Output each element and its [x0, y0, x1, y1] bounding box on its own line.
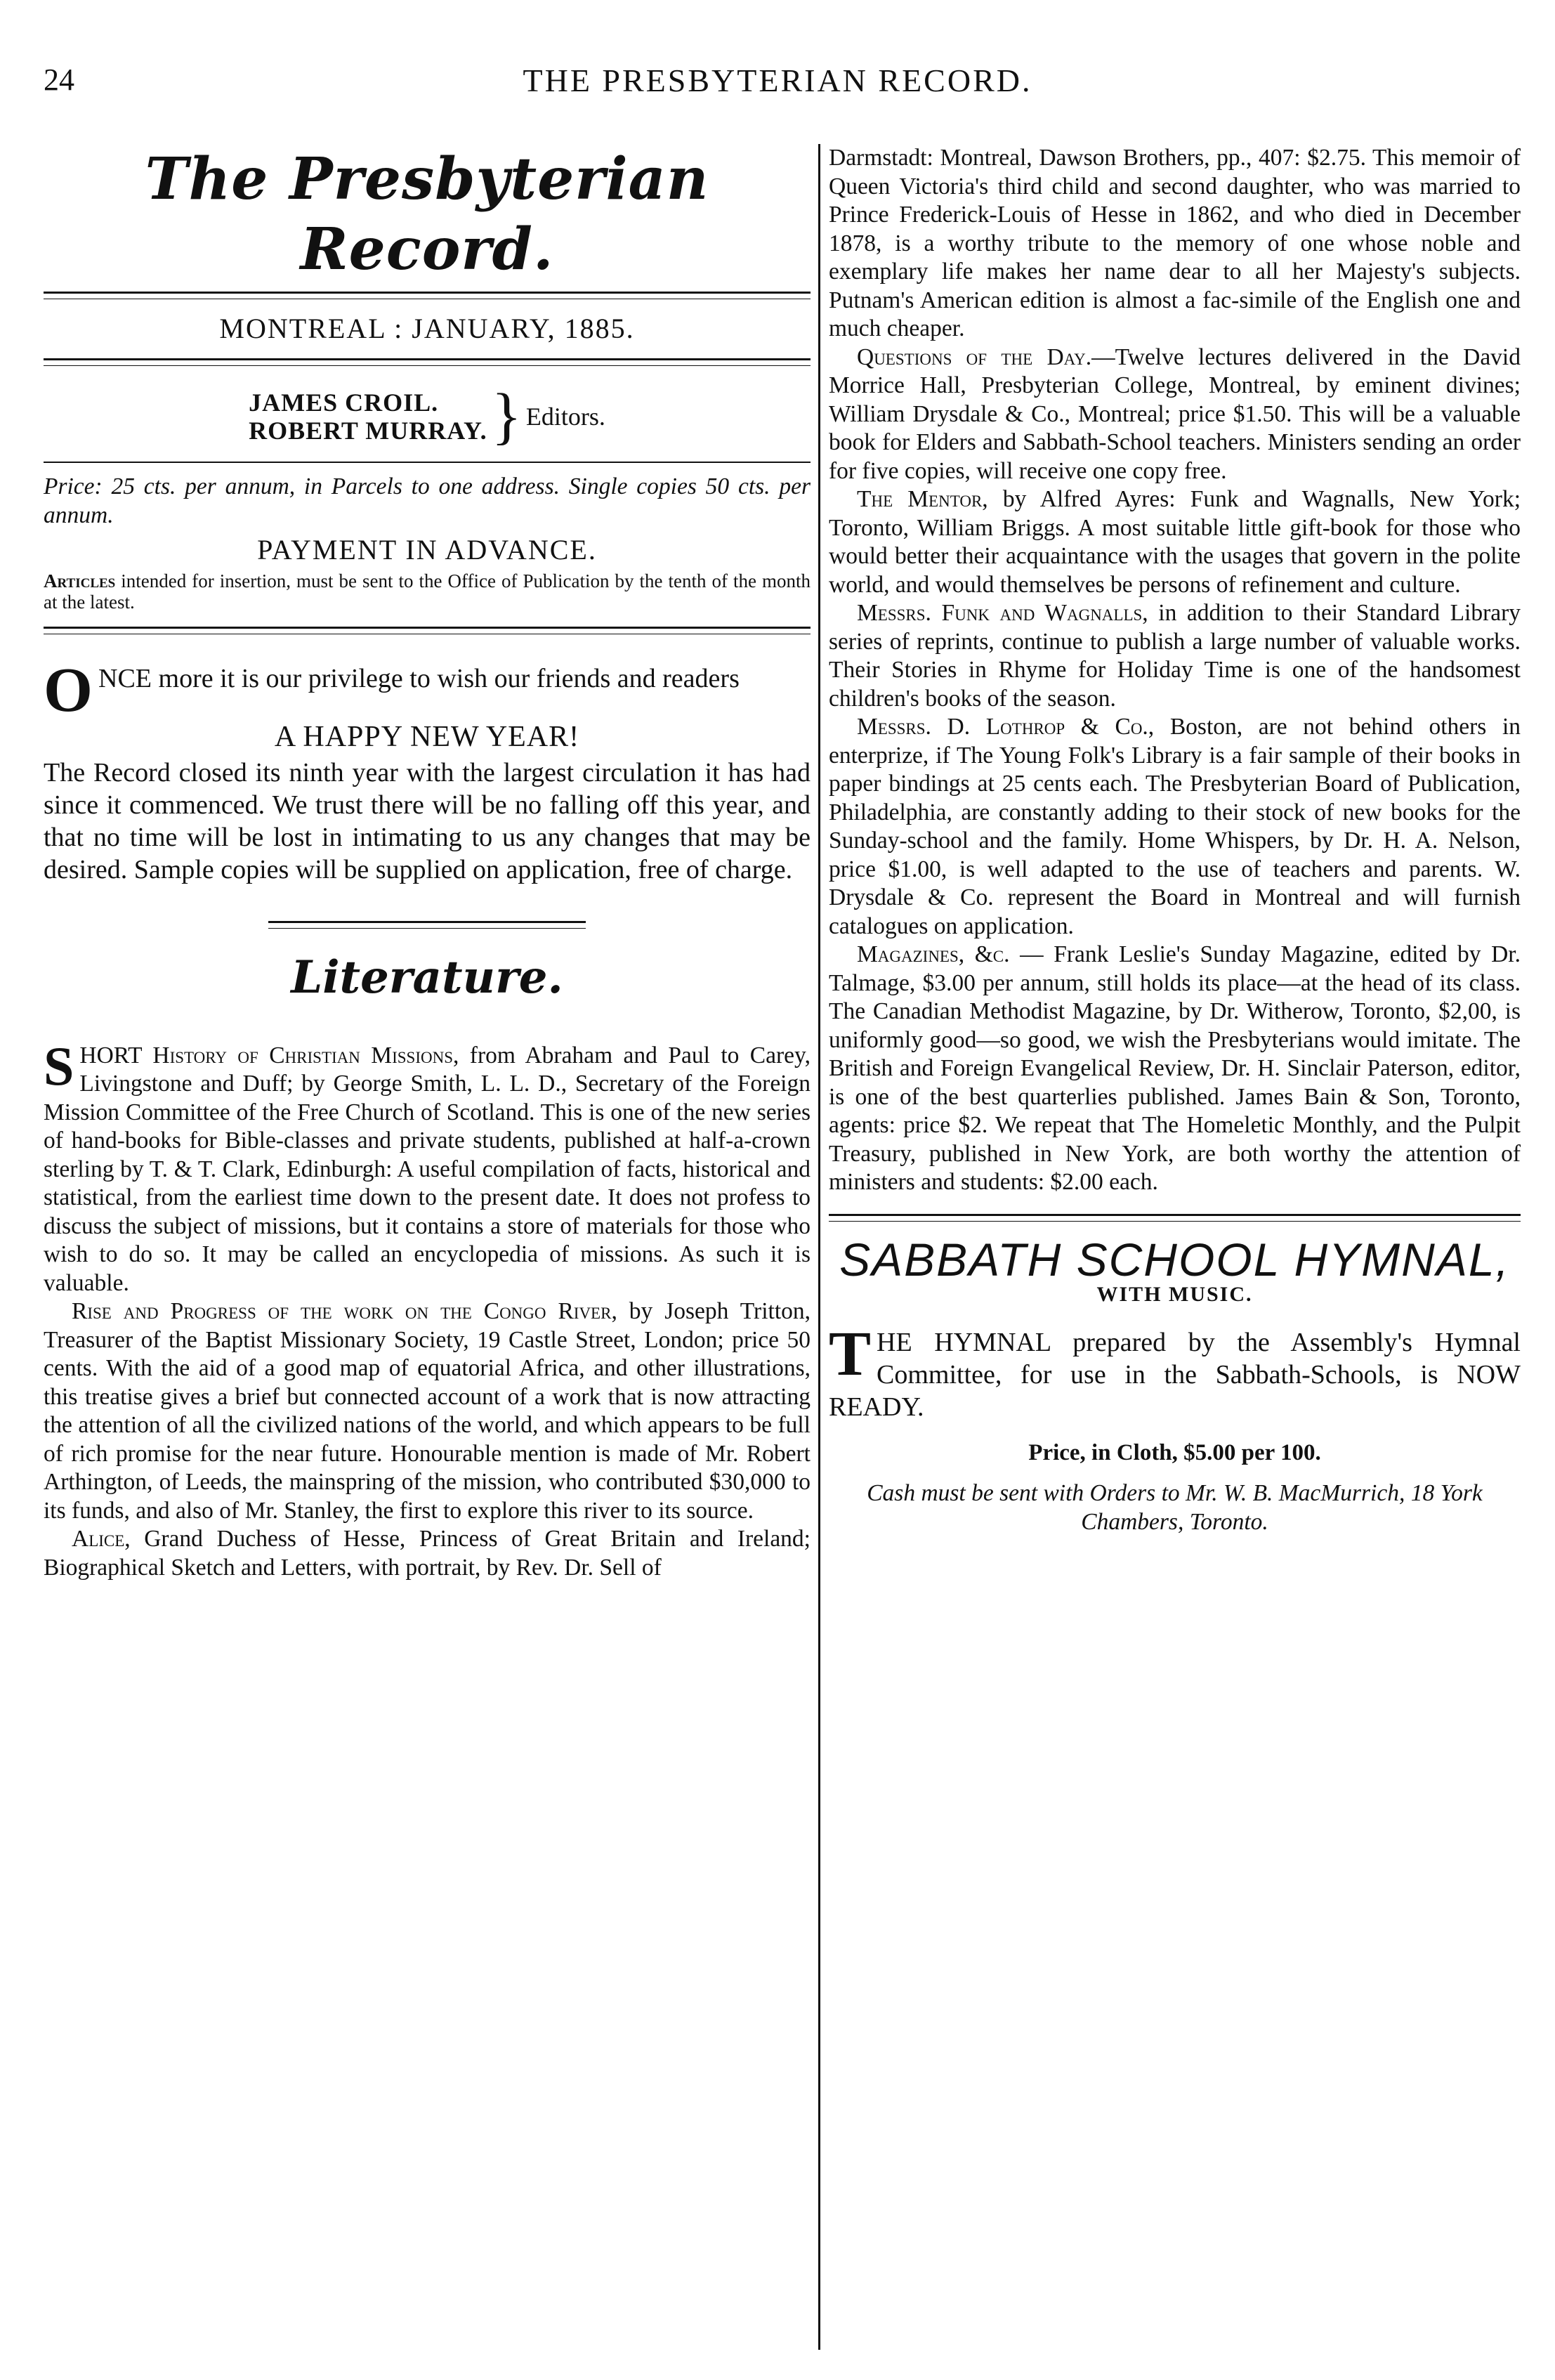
right-column: [829, 144, 1521, 1536]
running-header: [0, 62, 1555, 104]
review-funk: Messrs. Funk and Wagnalls, in addition to their Standard Library series of reprints, continue to publish a large number of valuable works. Their Stories in Rhyme for Holiday Time is one of the handsomest children's books of the season.: [829, 600, 1521, 712]
review-short-history: SHORT History of Christian Missions, from Abraham and Paul to Carey, Livingstone and Duff; by George Smith, L. L. D., Secretary of the Foreign Mission Committee of the Free Church of Scotland. This is one of the new series of hand-books for Bible-classes and private students, published at half-a-crown sterling by T. & T. Clark, Edinburgh: A useful compilation of facts, historical and statistical, from the earliest time down to the present date. It does not profess to discuss the subject of missions, but it contains a store of materials for those who wish to do so. It may be called an encyclopedia of missions. As such it is valuable.: [44, 1035, 811, 1296]
editor-name: ROBERT MURRAY.: [249, 417, 487, 445]
brace-glyph: }: [491, 381, 522, 451]
review-questions: Questions of the Day.—Twelve lectures delivered in the David Morrice Hall, Presbyterian College, Montreal, by eminent divines; William Drysdale & Co., Montreal; price $1.50. This will be a valuable book for Elders and Sabbath-School teachers. Ministers sending an order for five copies, will receive one copy free.: [829, 344, 1521, 484]
review-magazines: Magazines, &c. — Frank Leslie's Sunday Magazine, edited by Dr. Talmage, $3.00 per annum, still holds its place—at the head of its class. The Canadian Methodist Magazine, by Dr. Witherow, Toronto, $2,00, is uniformly good—so good, we wish the Presbyterians would imitate. The British and Foreign Evangelical Review, Dr. H. Sinclair Paterson, editor, is one of the best quarterlies published. James Bain & Son, Toronto, agents: price $2. We repeat that The Homeletic Monthly, and the Pulpit Treasury, published in New York, are both worthy the attention of ministers and students: $2.00 each.: [829, 941, 1521, 1195]
subscription-price: Price: 25 cts. per annum, in Parcels to one address. Single copies 50 cts. per annum.: [44, 473, 811, 528]
review-alice-cont: Darmstadt: Montreal, Dawson Brothers, pp., 407: $2.75. This memoir of Queen Victoria's third child and second daughter, who was married to Prince Frederick-Louis of Hesse in 1862, and who died in December 1878, is a worthy tribute to the memory of one whose noble and exemplary life makes her name dear to all her Majesty's subjects. Putnam's American edition is almost a fac-simile of the English one and much cheaper.: [829, 145, 1521, 341]
hymnal-price: Price, in Cloth, $5.00 per 100.: [1028, 1439, 1321, 1465]
hymnal-order: Cash must be sent with Orders to Mr. W. B. MacMurrich, 18 York Chambers, Toronto.: [867, 1480, 1483, 1535]
drop-cap: O: [44, 655, 93, 725]
drop-cap: T: [829, 1319, 872, 1389]
notice-text: NCE more it is our privilege to wish our friends and readers: [98, 664, 740, 693]
review-lothrop: Messrs. D. Lothrop & Co., Boston, are not behind others in enterprize, if The Young Folk's Library is a fair sample of their books in paper bindings at 25 cents each. The Presbyterian Board of Publication, Philadelphia, are constantly adding to their stock of new books for the Sunday-school and the family. Home Whispers, by Dr. H. A. Nelson, price $1.00, is well adapted to the use of teachers and parents. W. Drysdale & Co. represent the Board in Montreal and will furnish catalogues on application.: [829, 714, 1521, 939]
dateline: MONTREAL : JANUARY, 1885.: [219, 313, 635, 344]
double-rule: [268, 921, 586, 929]
double-rule: [44, 292, 811, 299]
double-rule: [829, 1214, 1521, 1222]
running-title: THE PRESBYTERIAN RECORD.: [523, 63, 1032, 98]
payment-notice: PAYMENT IN ADVANCE.: [257, 534, 597, 565]
happy-new-year: A HAPPY NEW YEAR!: [274, 721, 580, 753]
left-column: [44, 144, 811, 1582]
double-rule: [44, 627, 811, 634]
new-year-notice: [44, 655, 811, 886]
hymnal-title: SABBATH SCHOOL HYMNAL,: [839, 1233, 1510, 1286]
hymnal-notice: THE HYMNAL prepared by the Assembly's Hymnal Committee, for use in the Sabbath-Schools, is NOW READY.: [829, 1319, 1521, 1422]
editor-name: JAMES CROIL.: [249, 388, 439, 417]
review-congo: Rise and Progress of the work on the Congo River, by Joseph Tritton, Treasurer of the Baptist Missionary Society, 19 Castle Street, London; price 50 cents. With the aid of a good map of equatorial Africa, and other illustrations, this treatise gives a brief but connected account of a work that is now attracting the attention of all the civilized nations of the world, and which appears to be full of rich promise for the near future. Honourable mention is made of Mr. Robert Arthington, of Leeds, the mainspring of the mission, who contributed $30,000 to its funds, and also of Mr. Stanley, the first to explore this river to its source.: [44, 1298, 811, 1524]
editors-label: Editors.: [525, 402, 605, 431]
page-number: 24: [44, 63, 74, 97]
review-alice: Alice, Grand Duchess of Hesse, Princess of Great Britain and Ireland; Biographical Sketch and Letters, with portrait, by Rev. Dr. Sell of: [44, 1526, 811, 1581]
articles-notice: Articles intended for insertion, must be sent to the Office of Publication by the tenth of the month at the latest.: [44, 570, 811, 613]
editors-block: [44, 381, 811, 451]
rule: [44, 462, 811, 463]
with-music: WITH MUSIC.: [1096, 1283, 1253, 1306]
record-paragraph: The Record closed its ninth year with the largest circulation it has had since it commenced. We trust there will be no falling off this year, and that no time will be lost in intimating to us any changes that may be desired. Sample copies will be supplied on application, free of charge.: [44, 758, 811, 884]
section-title: Literature.: [291, 951, 563, 1004]
review-mentor: The Mentor, by Alfred Ayres: Funk and Wagnalls, New York; Toronto, William Briggs. A most suitable little gift-book for those who would better their acquaintance with the usages that govern in the polite world, and would themselves be persons of refinement and culture.: [829, 486, 1521, 598]
masthead: The Presbyterian Record.: [145, 145, 709, 283]
double-rule: [44, 358, 811, 366]
column-divider: [818, 144, 820, 2350]
